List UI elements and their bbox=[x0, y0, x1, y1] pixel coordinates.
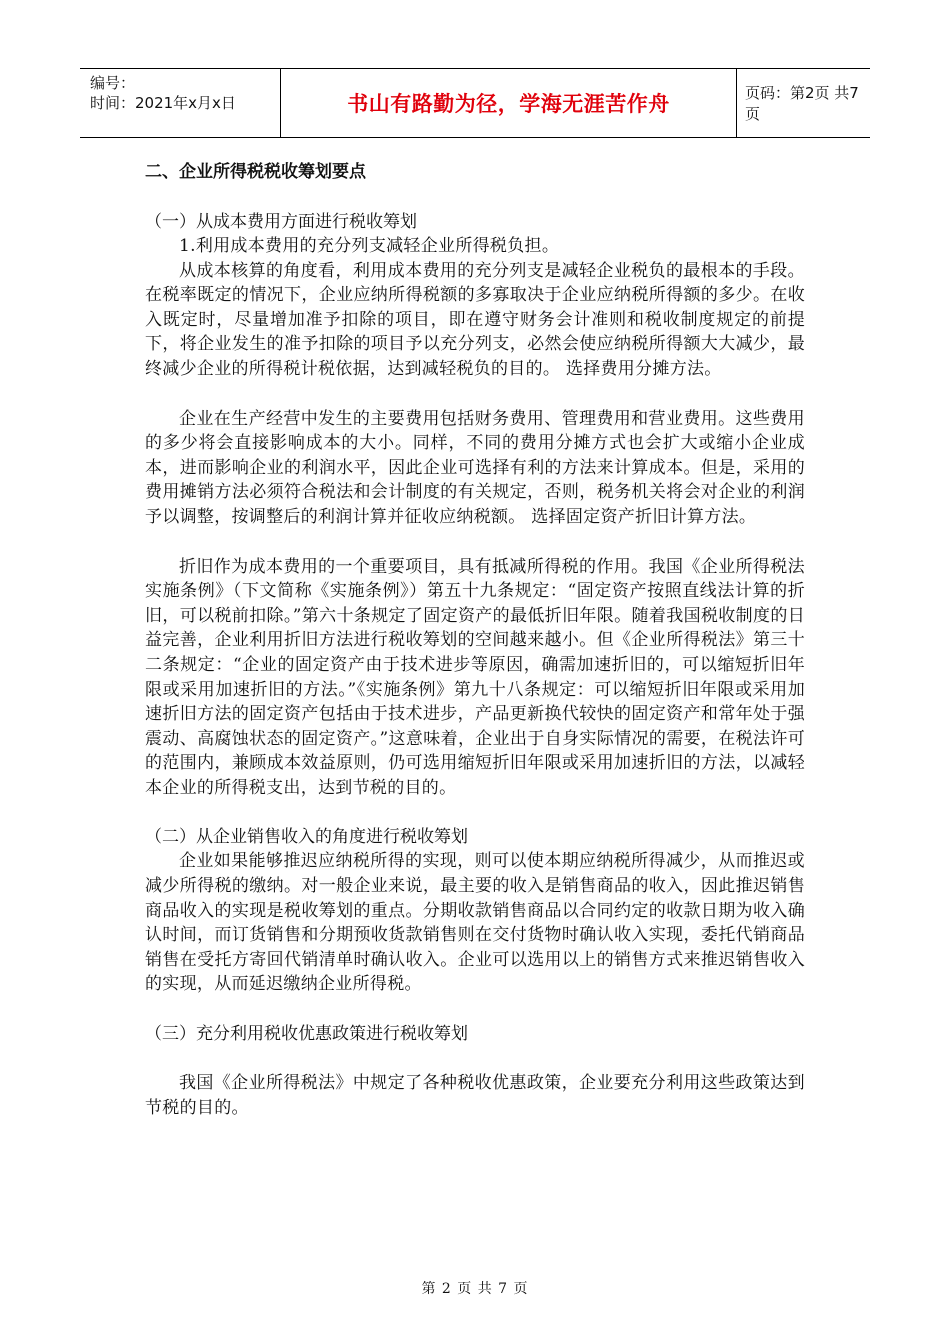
page-footer: 第 2 页 共 7 页 bbox=[421, 1281, 529, 1297]
date-label: 时间：2021年x月x日 bbox=[90, 94, 236, 112]
subsection-title-2: （二）从企业销售收入的角度进行税收筹划 bbox=[145, 827, 468, 848]
subsection-title-1: （一）从成本费用方面进行税收筹划 bbox=[145, 212, 417, 232]
header-motto: 书山有路勤为径，学海无涯苦作舟 bbox=[281, 69, 737, 137]
paragraph-4: 企业如果能够推迟应纳税所得的实现，则可以使本期应纳税所得减少，从而推迟或减少所得税的缴纳。对一般企业来说，最主要的收入是销售商品的收入，因此推迟销售商品收入的实现是税收筹划的重点。分期收款销售商品以合同约定的收款日期为收入确认时间，而订货销售和分期预收货款销售则在交付货物时确认收入实现，委托代销商品销售在受托方寄回代销清单时确认收入。企业可以选用以上的销售方式来推迟销售收入的实现，从而延迟缴纳企业所得税。 bbox=[145, 851, 805, 995]
page-header bbox=[80, 68, 870, 138]
header-page-label: 页码：第2页 共7页 bbox=[745, 84, 859, 123]
number-label: 编号： bbox=[90, 74, 136, 92]
paragraph-3: 折旧作为成本费用的一个重要项目，具有抵减所得税的作用。我国《企业所得税法实施条例》（下文简称《实施条例》）第五十九条规定：“固定资产按照直线法计算的折旧，可以税前扣除。”第六十条规定了固定资产的最低折旧年限。随着我国税收制度的日益完善，企业利用折旧方法进行税收筹划的空间越来越小。但《企业所得税法》第三十二条规定：“企业的固定资产由于技术进步等原因，确需加速折旧的，可以缩短折旧年限或采用加速折旧的方法。”《实施条例》第九十八条规定：可以缩短折旧年限或采用加速折旧方法的固定资产包括由于技术进步，产品更新换代较快的固定资产和常年处于强震动、高腐蚀状态的固定资产。”这意味着，企业出于自身实际情况的需要，在税法许可的范围内，兼顾成本效益原则，仍可选用缩短折旧年限或采用加速折旧的方法，以减轻本企业的所得税支出，达到节税的目的。 bbox=[145, 556, 805, 798]
paragraph-5: 我国《企业所得税法》中规定了各种税收优惠政策，企业要充分利用这些政策达到节税的目的。 bbox=[145, 1073, 805, 1118]
list-item-1: 1.利用成本费用的充分列支减轻企业所得税负担。 bbox=[179, 236, 560, 256]
section-heading: 二、企业所得税税收筹划要点 bbox=[145, 162, 366, 182]
paragraph-1: 从成本核算的角度看，利用成本费用的充分列支是减轻企业税负的最根本的手段。在税率既定的情况下，企业应纳所得税额的多寡取决于企业应纳税所得额的多少。在收入既定时，尽量增加准予扣除的项目，即在遵守财务会计准则和税收制度规定的前提下，将企业发生的准予扣除的项目予以充分列支，必然会使应纳税所得额大大减少，最终减少企业的所得税计税依据，达到减轻税负的目的。 选择费用分摊方法。 bbox=[145, 260, 805, 379]
paragraph-2: 企业在生产经营中发生的主要费用包括财务费用、管理费用和营业费用。这些费用的多少将会直接影响成本的大小。同样，不同的费用分摊方式也会扩大或缩小企业成本，进而影响企业的利润水平，因此企业可选择有利的方法来计算成本。但是，采用的费用摊销方法必须符合税法和会计制度的有关规定，否则，税务机关将会对企业的利润予以调整，按调整后的利润计算并征收应纳税额。 选择固定资产折旧计算方法。 bbox=[145, 408, 805, 527]
subsection-title-3: （三）充分利用税收优惠政策进行税收筹划 bbox=[145, 1024, 468, 1045]
document-body bbox=[145, 160, 805, 1120]
header-info-cell bbox=[80, 69, 281, 137]
